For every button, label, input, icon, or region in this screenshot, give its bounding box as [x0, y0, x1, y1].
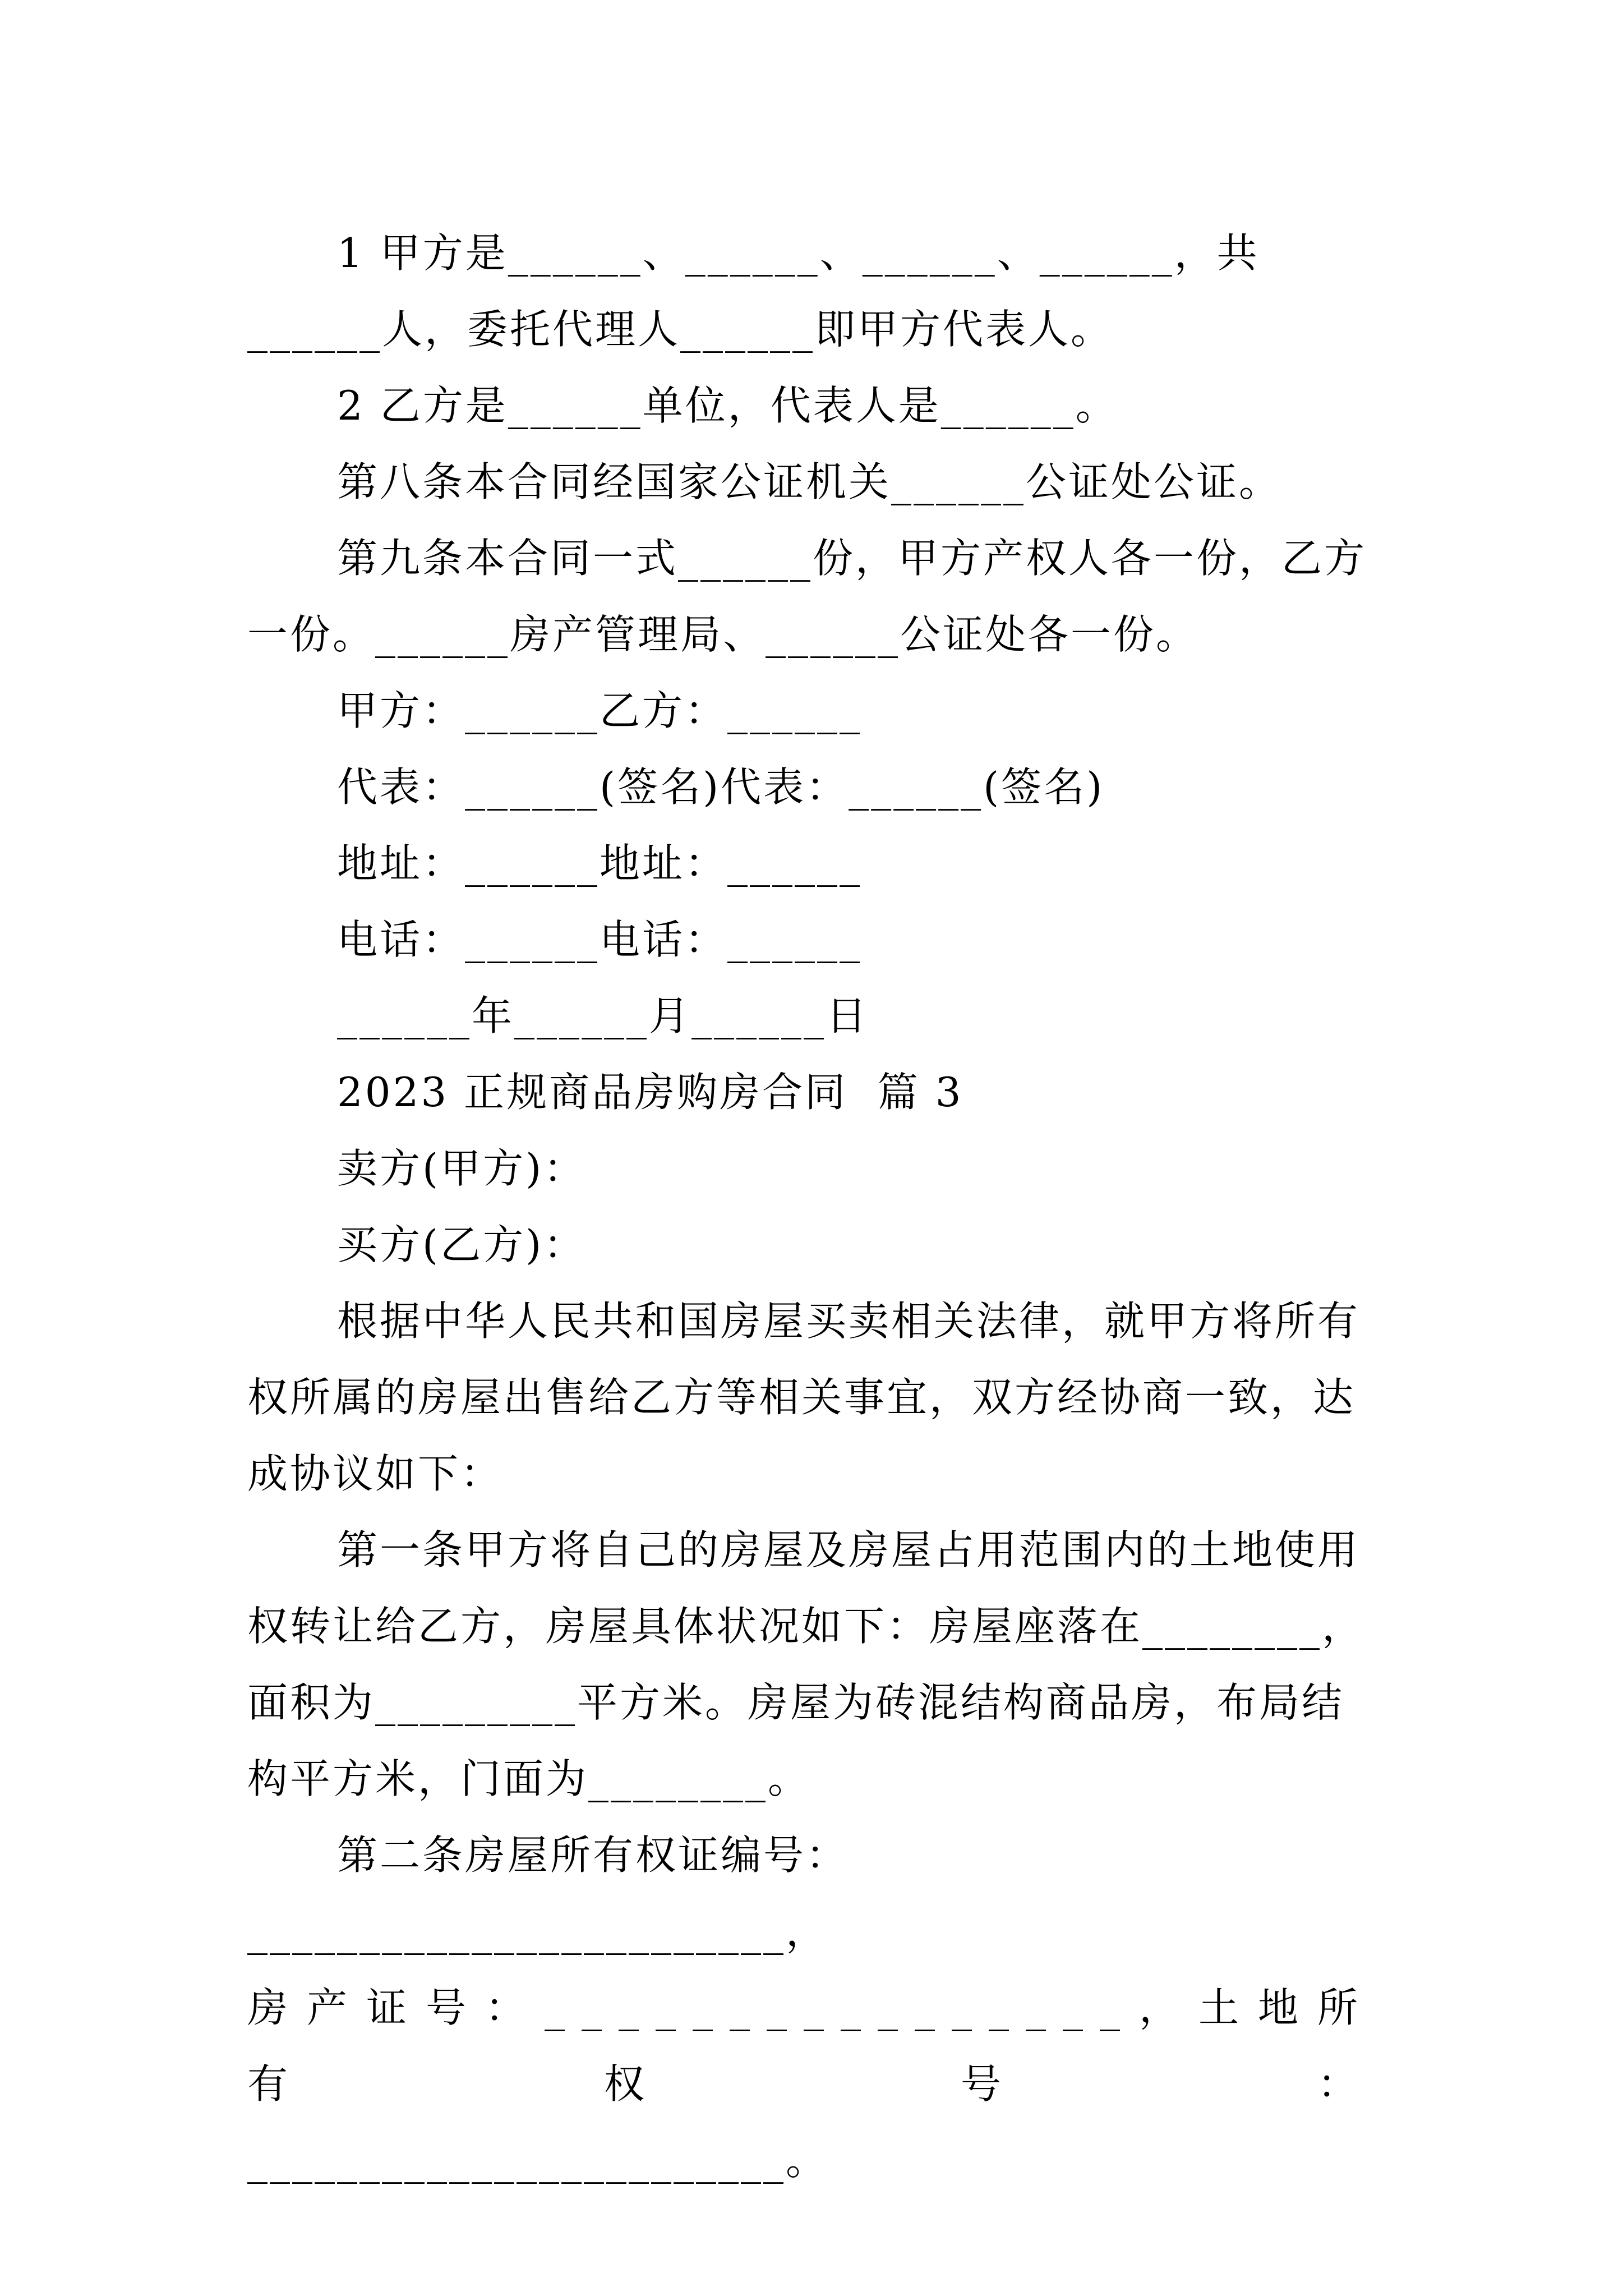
- paragraph-article-1: 第一条甲方将自己的房屋及房屋占用范围内的土地使用权转让给乙方，房屋具体状况如下：房屋座落在________，面积为_________平方米。房屋为砖混结构商品房，布局结构平方米，门面为________。: [247, 1526, 1365, 1802]
- paragraph-article-2-end: ________________________。: [247, 2137, 828, 2184]
- paragraph-party-b: 2 乙方是______单位，代表人是______。: [337, 382, 1118, 429]
- signature-addresses: 地址：______地址：______: [337, 840, 863, 887]
- section-heading: 2023 正规商品房购房合同 篇 3: [337, 1069, 963, 1116]
- signature-parties: 甲方：______乙方：______: [337, 687, 863, 734]
- signature-date: ______年______月______日: [337, 992, 869, 1039]
- seller-line: 卖方(甲方)：: [337, 1145, 587, 1192]
- buyer-line: 买方(乙方)：: [337, 1221, 587, 1268]
- document-body: [247, 215, 1375, 2198]
- signature-phones: 电话：______电话：______: [337, 916, 863, 963]
- paragraph-preamble: 根据中华人民共和国房屋买卖相关法律，就甲方将所有权所属的房屋出售给乙方等相关事宜，双方经协商一致，达成协议如下：: [247, 1297, 1361, 1497]
- paragraph-article-9: 第九条本合同一式______份，甲方产权人各一份，乙方一份。______房产管理局、______公证处各一份。: [247, 535, 1367, 658]
- paragraph-article-2: 第二条房屋所有权证编号：________________________，: [247, 1832, 849, 1955]
- paragraph-article-2-cont: 房产证号：________________，土地所有权号：: [247, 1984, 1375, 2108]
- paragraph-article-8: 第八条本合同经国家公证机关______公证处公证。: [337, 458, 1282, 505]
- paragraph-party-a: 1 甲方是______、______、______、______，共______人，委托代理人______即甲方代表人。: [247, 229, 1260, 353]
- signature-representatives: 代表：______(签名)代表：______(签名): [337, 763, 1105, 811]
